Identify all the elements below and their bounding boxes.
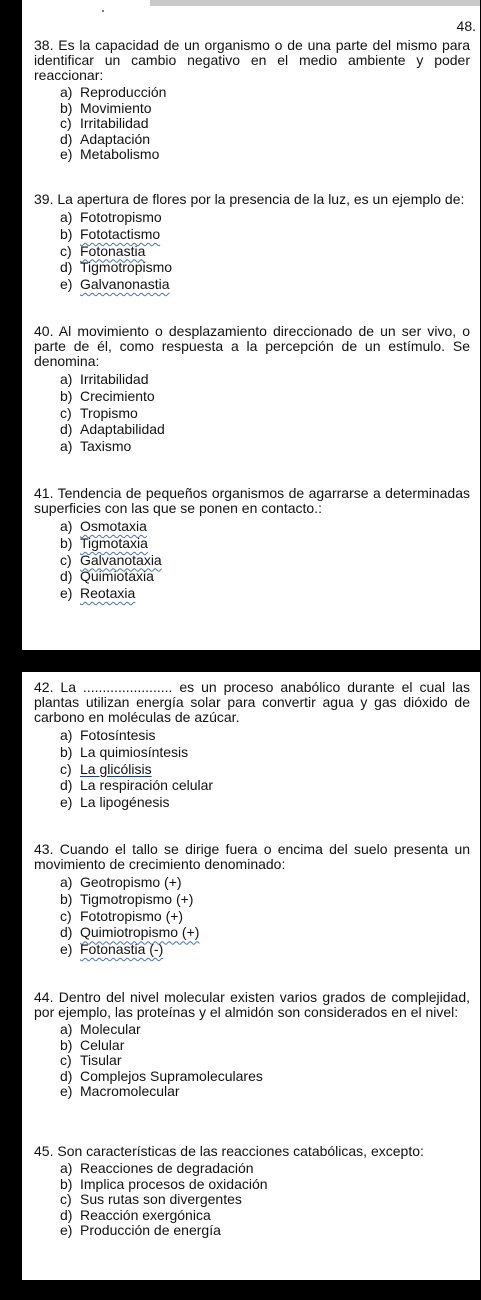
option-c[interactable] xyxy=(60,116,470,132)
option-label: d) xyxy=(60,777,73,794)
option-text: Quimiotropismo (+) xyxy=(80,924,200,941)
option-label: c) xyxy=(60,1052,72,1069)
option-b[interactable] xyxy=(60,1038,470,1054)
option-list xyxy=(34,371,470,455)
option-label: c) xyxy=(60,242,72,259)
question-text: Cuando el tallo se dirige fuera o encima del suelo presenta un movimiento de crecimiento denominado: xyxy=(34,841,471,872)
option-text: Galvanonastia xyxy=(80,276,170,293)
option-text: Adaptación xyxy=(80,130,151,147)
option-text: Reotaxia xyxy=(80,585,136,602)
option-a[interactable] xyxy=(60,209,470,226)
option-text: Celular xyxy=(80,1036,125,1053)
option-text: Tisular xyxy=(80,1052,122,1069)
option-label: c) xyxy=(60,404,72,421)
question-stem xyxy=(34,324,470,369)
option-e[interactable] xyxy=(60,147,470,163)
question-number: 38. xyxy=(34,37,54,53)
option-list xyxy=(34,85,470,163)
option-text: Adaptabilidad xyxy=(80,421,165,438)
option-text: Galvanotaxia xyxy=(80,551,162,568)
option-d[interactable] xyxy=(60,777,470,794)
option-text: Metabolismo xyxy=(80,146,160,163)
option-label: d) xyxy=(60,1206,73,1223)
question-number: 41. xyxy=(34,485,54,501)
option-a[interactable] xyxy=(60,371,470,388)
option-b[interactable] xyxy=(60,226,470,243)
page-number: 48. xyxy=(456,18,476,34)
option-d[interactable] xyxy=(60,421,470,438)
option-text: Tigmotaxia xyxy=(80,534,148,551)
option-label: e) xyxy=(60,941,73,958)
option-a-taxismo[interactable] xyxy=(60,438,470,455)
option-text: Fototropismo (+) xyxy=(80,907,184,924)
document-page-2 xyxy=(22,672,480,1280)
option-text: Taxismo xyxy=(80,438,132,455)
option-d[interactable] xyxy=(60,132,470,148)
option-text: Tropismo xyxy=(80,404,138,421)
option-label: a) xyxy=(60,438,73,455)
option-text: Reacción exergónica xyxy=(80,1206,211,1223)
option-text: La respiración celular xyxy=(80,777,214,794)
option-c[interactable] xyxy=(60,405,470,422)
option-text: Fotonastia (-) xyxy=(80,941,164,958)
question-text: Son características de las reacciones catabólicas, excepto: xyxy=(57,1143,424,1159)
option-label: b) xyxy=(60,743,73,760)
option-label: e) xyxy=(60,276,73,293)
question-text: Dentro del nivel molecular existen varios grados de complejidad, por ejemplo, las proteínas y el almidón son considerados en el nivel: xyxy=(34,989,470,1020)
option-e[interactable] xyxy=(60,585,470,602)
option-label: c) xyxy=(60,907,72,924)
option-text: Producción de energía xyxy=(80,1222,221,1239)
option-label: d) xyxy=(60,924,73,941)
option-label: a) xyxy=(60,727,73,743)
question-44 xyxy=(34,990,470,1100)
option-label: d) xyxy=(60,568,73,585)
option-text: Geotropismo (+) xyxy=(80,874,182,890)
option-c[interactable] xyxy=(60,552,470,569)
option-label: b) xyxy=(60,1175,73,1192)
question-stem xyxy=(34,680,470,725)
option-label: b) xyxy=(60,890,73,907)
question-stem xyxy=(34,38,470,83)
question-number: 45. xyxy=(34,1143,54,1159)
option-list xyxy=(34,727,470,811)
question-number: 40. xyxy=(34,323,54,339)
option-text: Osmotaxia xyxy=(80,518,147,534)
option-a[interactable] xyxy=(60,727,470,744)
option-a[interactable] xyxy=(60,1161,470,1177)
question-45 xyxy=(34,1144,470,1239)
option-b[interactable] xyxy=(60,388,470,405)
question-number: 39. xyxy=(34,191,54,207)
option-c[interactable] xyxy=(60,1053,470,1069)
option-text: Fototactismo xyxy=(80,225,161,242)
option-c[interactable] xyxy=(60,243,470,260)
option-e[interactable] xyxy=(60,794,470,811)
option-label: d) xyxy=(60,421,73,438)
option-b[interactable] xyxy=(60,891,470,908)
option-label: c) xyxy=(60,115,72,132)
option-label: d) xyxy=(60,259,73,276)
option-list xyxy=(34,1022,470,1100)
option-a[interactable] xyxy=(60,1022,470,1038)
option-d[interactable] xyxy=(60,924,470,941)
question-40 xyxy=(34,324,470,455)
option-label: e) xyxy=(60,794,73,811)
option-text: La lipogénesis xyxy=(80,794,170,811)
option-label: b) xyxy=(60,99,73,116)
option-a[interactable] xyxy=(60,518,470,535)
option-label: a) xyxy=(60,1160,73,1176)
option-text: La quimiosíntesis xyxy=(80,743,189,760)
question-39 xyxy=(34,192,470,293)
option-label: e) xyxy=(60,1083,73,1100)
option-c[interactable] xyxy=(60,761,470,778)
option-label: c) xyxy=(60,760,72,777)
option-text: Tigmotropismo xyxy=(80,259,173,276)
question-stem xyxy=(34,990,470,1020)
option-label: b) xyxy=(60,387,73,404)
option-label: a) xyxy=(60,84,73,100)
question-stem xyxy=(34,192,470,207)
option-e[interactable] xyxy=(60,276,470,293)
option-label: d) xyxy=(60,130,73,147)
question-text: Al movimiento o desplazamiento direccionado de un ser vivo, o parte de él, como respuesta a la percepción de un estímulo. Se denomina: xyxy=(34,323,471,369)
option-text: Quimiotaxia xyxy=(80,568,154,585)
document-page-1 xyxy=(22,0,480,650)
option-d[interactable] xyxy=(60,1069,470,1085)
option-label: e) xyxy=(60,585,73,602)
question-number: 43. xyxy=(34,841,54,857)
option-label: a) xyxy=(60,371,73,387)
option-label: e) xyxy=(60,1222,73,1239)
option-text: Macromolecular xyxy=(80,1083,180,1100)
option-label: b) xyxy=(60,534,73,551)
option-b[interactable] xyxy=(60,101,470,117)
option-text: Fototropismo xyxy=(80,209,162,225)
option-list xyxy=(34,518,470,602)
option-b[interactable] xyxy=(60,1177,470,1193)
option-label: c) xyxy=(60,551,72,568)
question-stem xyxy=(34,1144,470,1159)
option-e[interactable] xyxy=(60,1084,470,1100)
option-d[interactable] xyxy=(60,568,470,585)
option-label: e) xyxy=(60,146,73,163)
option-text: Tigmotropismo (+) xyxy=(80,890,194,907)
option-label: a) xyxy=(60,518,73,534)
option-e[interactable] xyxy=(60,941,470,958)
question-text: Es la capacidad de un organismo o de una parte del mismo para identificar un cambio negativo en el medio ambiente y poder reaccionar: xyxy=(34,37,470,83)
option-text: Implica procesos de oxidación xyxy=(80,1175,268,1192)
question-stem xyxy=(34,486,470,516)
option-c[interactable] xyxy=(60,908,470,925)
option-text: Reacciones de degradación xyxy=(80,1160,254,1176)
question-text: La ....................... es un proceso anabólico durante el cual las plantas utilizan energía solar para convertir agua y gas dióxido de carbono en moléculas de azúcar. xyxy=(34,679,471,725)
option-label: d) xyxy=(60,1067,73,1084)
option-text: Complejos Supramoleculares xyxy=(80,1067,263,1084)
option-a[interactable] xyxy=(60,874,470,891)
question-number: 44. xyxy=(34,989,54,1005)
option-text: Sus rutas son divergentes xyxy=(80,1191,242,1208)
option-label: a) xyxy=(60,209,73,225)
question-38 xyxy=(34,38,470,163)
question-stem xyxy=(34,842,470,872)
option-e[interactable] xyxy=(60,1223,470,1239)
header-bar xyxy=(150,0,480,6)
option-text: Movimiento xyxy=(80,99,152,116)
option-label: a) xyxy=(60,1021,73,1037)
option-text: Molecular xyxy=(80,1021,141,1037)
option-text: Irritabilidad xyxy=(80,115,149,132)
option-b[interactable] xyxy=(60,535,470,552)
option-text: Reproducción xyxy=(80,84,167,100)
option-b[interactable] xyxy=(60,744,470,761)
option-label: b) xyxy=(60,225,73,242)
option-c[interactable] xyxy=(60,1192,470,1208)
option-d[interactable] xyxy=(60,1208,470,1224)
option-label: c) xyxy=(60,1191,72,1208)
option-a[interactable] xyxy=(60,85,470,101)
question-text: La apertura de flores por la presencia de la luz, es un ejemplo de: xyxy=(57,191,465,207)
option-label: a) xyxy=(60,874,73,890)
header-dot xyxy=(102,10,104,12)
question-number: 42. xyxy=(34,679,54,695)
option-label: b) xyxy=(60,1036,73,1053)
question-41 xyxy=(34,486,470,602)
option-text: Fotosíntesis xyxy=(80,727,156,743)
option-text: Crecimiento xyxy=(80,387,155,404)
question-text: Tendencia de pequeños organismos de agarrarse a determinadas superficies con las que se ponen en contacto.: xyxy=(34,485,470,516)
question-43 xyxy=(34,842,470,958)
option-text: La glicólisis xyxy=(80,760,152,777)
option-list xyxy=(34,874,470,958)
option-text: Fotonastia xyxy=(80,242,146,259)
option-list xyxy=(34,209,470,293)
option-d[interactable] xyxy=(60,259,470,276)
option-text: Irritabilidad xyxy=(80,371,149,387)
option-list xyxy=(34,1161,470,1239)
question-42 xyxy=(34,680,470,811)
